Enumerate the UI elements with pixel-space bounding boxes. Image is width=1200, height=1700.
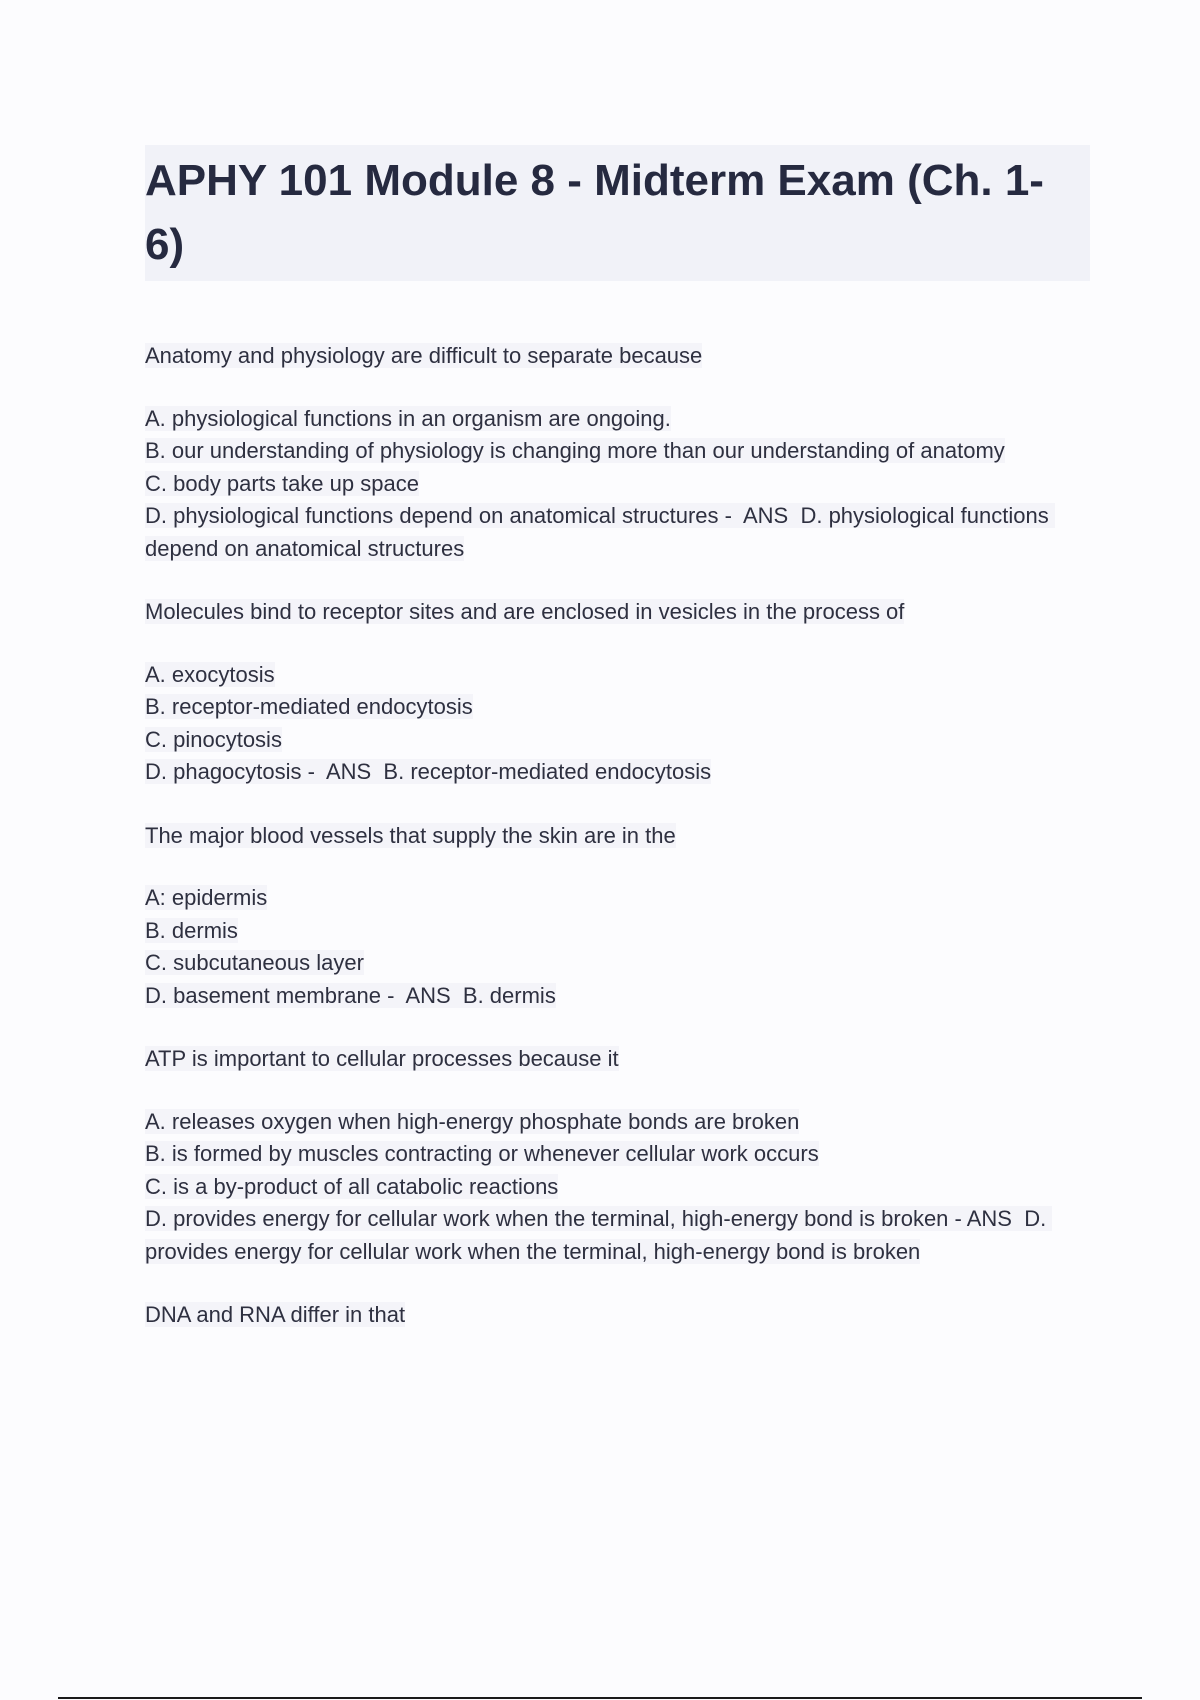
question-prompt — [145, 596, 1085, 629]
question-text: The major blood vessels that supply the skin are in the — [145, 822, 676, 848]
option-text: D. basement membrane - ANS B. dermis — [145, 982, 556, 1008]
option-text: A: epidermis — [145, 885, 268, 910]
option-text: D. phagocytosis - ANS B. receptor-mediated endocytosis — [145, 759, 712, 784]
question-prompt — [145, 820, 1085, 853]
question-text: DNA and RNA differ in that — [145, 1302, 406, 1327]
option-text: B. dermis — [145, 917, 238, 943]
answer-option — [145, 659, 1085, 692]
option-text: B. is formed by muscles contracting or whenever cellular work occurs — [145, 1141, 819, 1166]
option-text: A. physiological functions in an organism are ongoing. — [145, 405, 671, 431]
answer-option — [145, 403, 1085, 436]
answer-option — [145, 435, 1085, 468]
answer-option — [145, 691, 1085, 724]
answer-option-with-answer — [145, 500, 1085, 565]
answer-option — [145, 947, 1085, 980]
option-text: C. subcutaneous layer — [145, 950, 364, 975]
question-prompt — [145, 340, 1085, 373]
answer-option-with-answer — [145, 1203, 1085, 1268]
page-title: APHY 101 Module 8 - Midterm Exam (Ch. 1-6) — [145, 156, 1044, 269]
answer-option — [145, 1171, 1085, 1204]
answer-option — [145, 1138, 1085, 1171]
option-text: B. our understanding of physiology is changing more than our understanding of anatomy — [145, 438, 1005, 463]
question-list — [145, 340, 1085, 1332]
option-text: B. receptor-mediated endocytosis — [145, 694, 473, 719]
answer-option — [145, 1106, 1085, 1139]
option-text: D. physiological functions depend on anatomical structures - ANS D. physiological functions depend on anatomical structures — [145, 503, 1055, 561]
answer-option-with-answer — [145, 756, 1085, 789]
answer-option-with-answer — [145, 980, 1085, 1013]
option-text: C. is a by-product of all catabolic reactions — [145, 1173, 559, 1199]
option-text: C. body parts take up space — [145, 470, 419, 496]
title-box — [145, 145, 1090, 281]
question-text: Molecules bind to receptor sites and are enclosed in vesicles in the process of — [145, 599, 905, 624]
question-prompt — [145, 1043, 1085, 1076]
option-text: A. releases oxygen when high-energy phosphate bonds are broken — [145, 1108, 800, 1134]
question-text: Anatomy and physiology are difficult to separate because — [145, 343, 703, 368]
answer-option — [145, 724, 1085, 757]
question-prompt — [145, 1299, 1085, 1332]
footer-divider — [58, 1697, 1142, 1699]
answer-option — [145, 882, 1085, 915]
question-text: ATP is important to cellular processes because it — [145, 1046, 619, 1071]
option-text: C. pinocytosis — [145, 726, 282, 752]
answer-option — [145, 915, 1085, 948]
option-text: D. provides energy for cellular work when the terminal, high-energy bond is broken - ANS D. provides energy for cellular work when the terminal, high-energy bond is broken — [145, 1206, 1053, 1264]
answer-option — [145, 468, 1085, 501]
option-text: A. exocytosis — [145, 661, 275, 687]
